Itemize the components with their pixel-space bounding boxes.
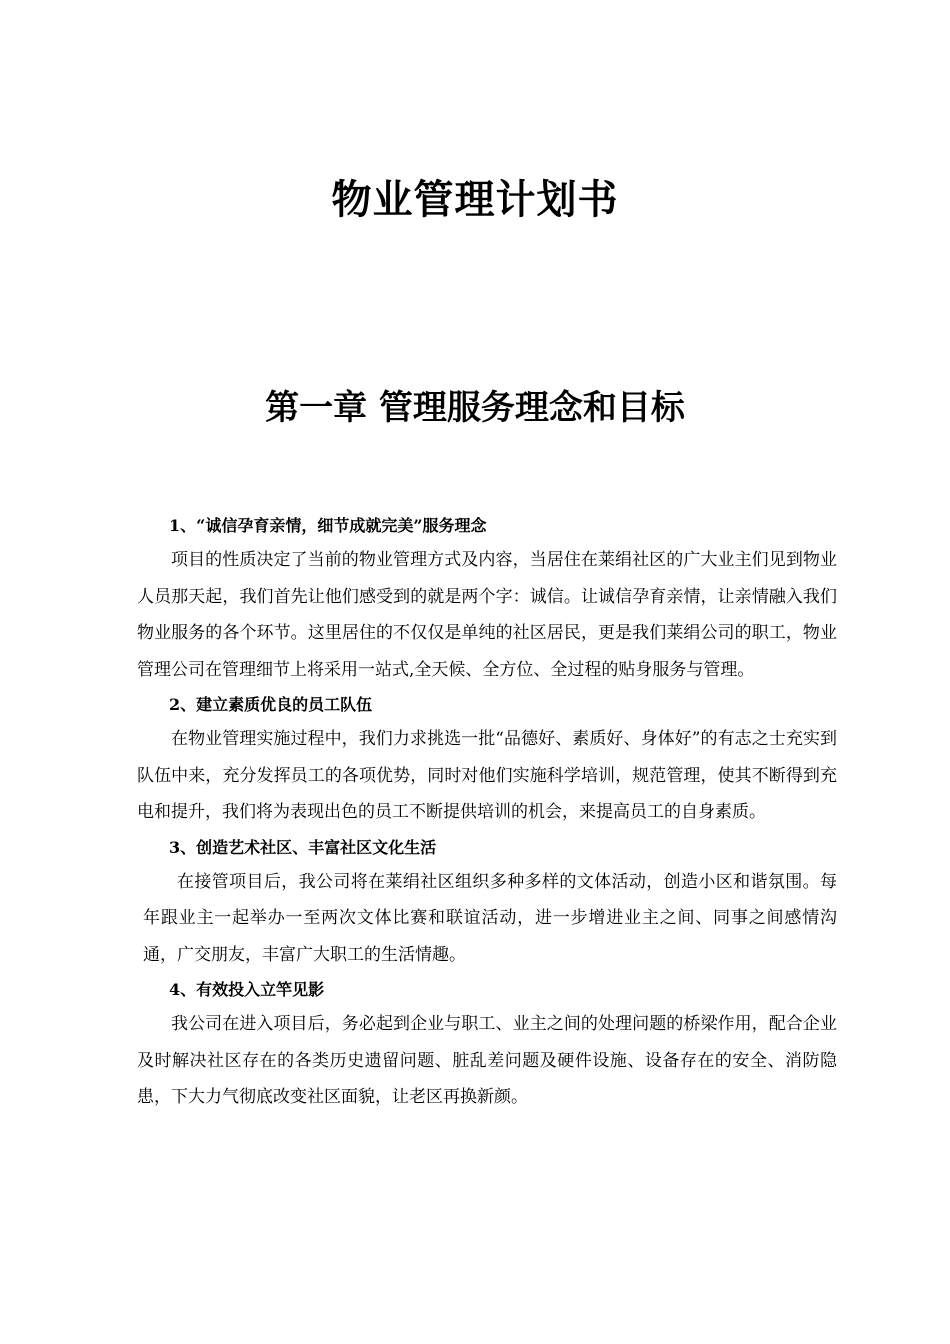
chapter-title: 第一章 管理服务理念和目标	[265, 388, 685, 428]
section-heading: 1、“诚信孕育亲情，细节成就完美”服务理念	[169, 516, 487, 535]
section-heading: 3、创造艺术社区、丰富社区文化生活	[169, 837, 437, 857]
section-heading: 2、建立素质优良的员工队伍	[169, 695, 373, 714]
document-title: 物业管理计划书	[331, 176, 619, 223]
section-heading: 4、有效投入立竿见影	[169, 980, 325, 999]
section-3	[137, 831, 837, 974]
section-paragraph: 我公司在进入项目后，务必起到企业与职工、业主之间的处理问题的桥梁作用，配合企业及时解决社区存在的各类历史遗留问题、脏乱差问题及硬件设施、设备存在的安全、消防隐患，下大力气彻底改变社区面貌，让老区再换新颜。	[137, 1014, 837, 1107]
section-1	[137, 509, 837, 688]
document-body	[137, 509, 837, 1116]
section-paragraph: 项目的性质决定了当前的物业管理方式及内容，当居住在莱绢社区的广大业主们见到物业人员那天起，我们首先让他们感受到的就是两个字：诚信。让诚信孕育亲情，让亲情融入我们物业服务的各个环节。这里居住的不仅仅是单纯的社区居民，更是我们莱绢公司的职工，物业管理公司在管理细节上将采用一站式,全天候、全方位、全过程的贴身服务与管理。	[137, 550, 837, 680]
section-paragraph: 在接管项目后，我公司将在莱绢社区组织多种多样的文体活动，创造小区和谐氛围。每年跟业主一起举办一至两次文体比赛和联谊活动，进一步增进业主之间、同事之间感情沟通，广交朋友，丰富广大职工的生活情趣。	[143, 871, 837, 965]
section-paragraph: 在物业管理实施过程中，我们力求挑选一批“品德好、素质好、身体好”的有志之士充实到队伍中来，充分发挥员工的各项优势，同时对他们实施科学培训，规范管理，使其不断得到充电和提升，我们将为表现出色的员工不断提供培训的机会，来提高员工的自身素质。	[137, 729, 837, 822]
section-2	[137, 688, 837, 831]
section-4	[137, 973, 837, 1116]
